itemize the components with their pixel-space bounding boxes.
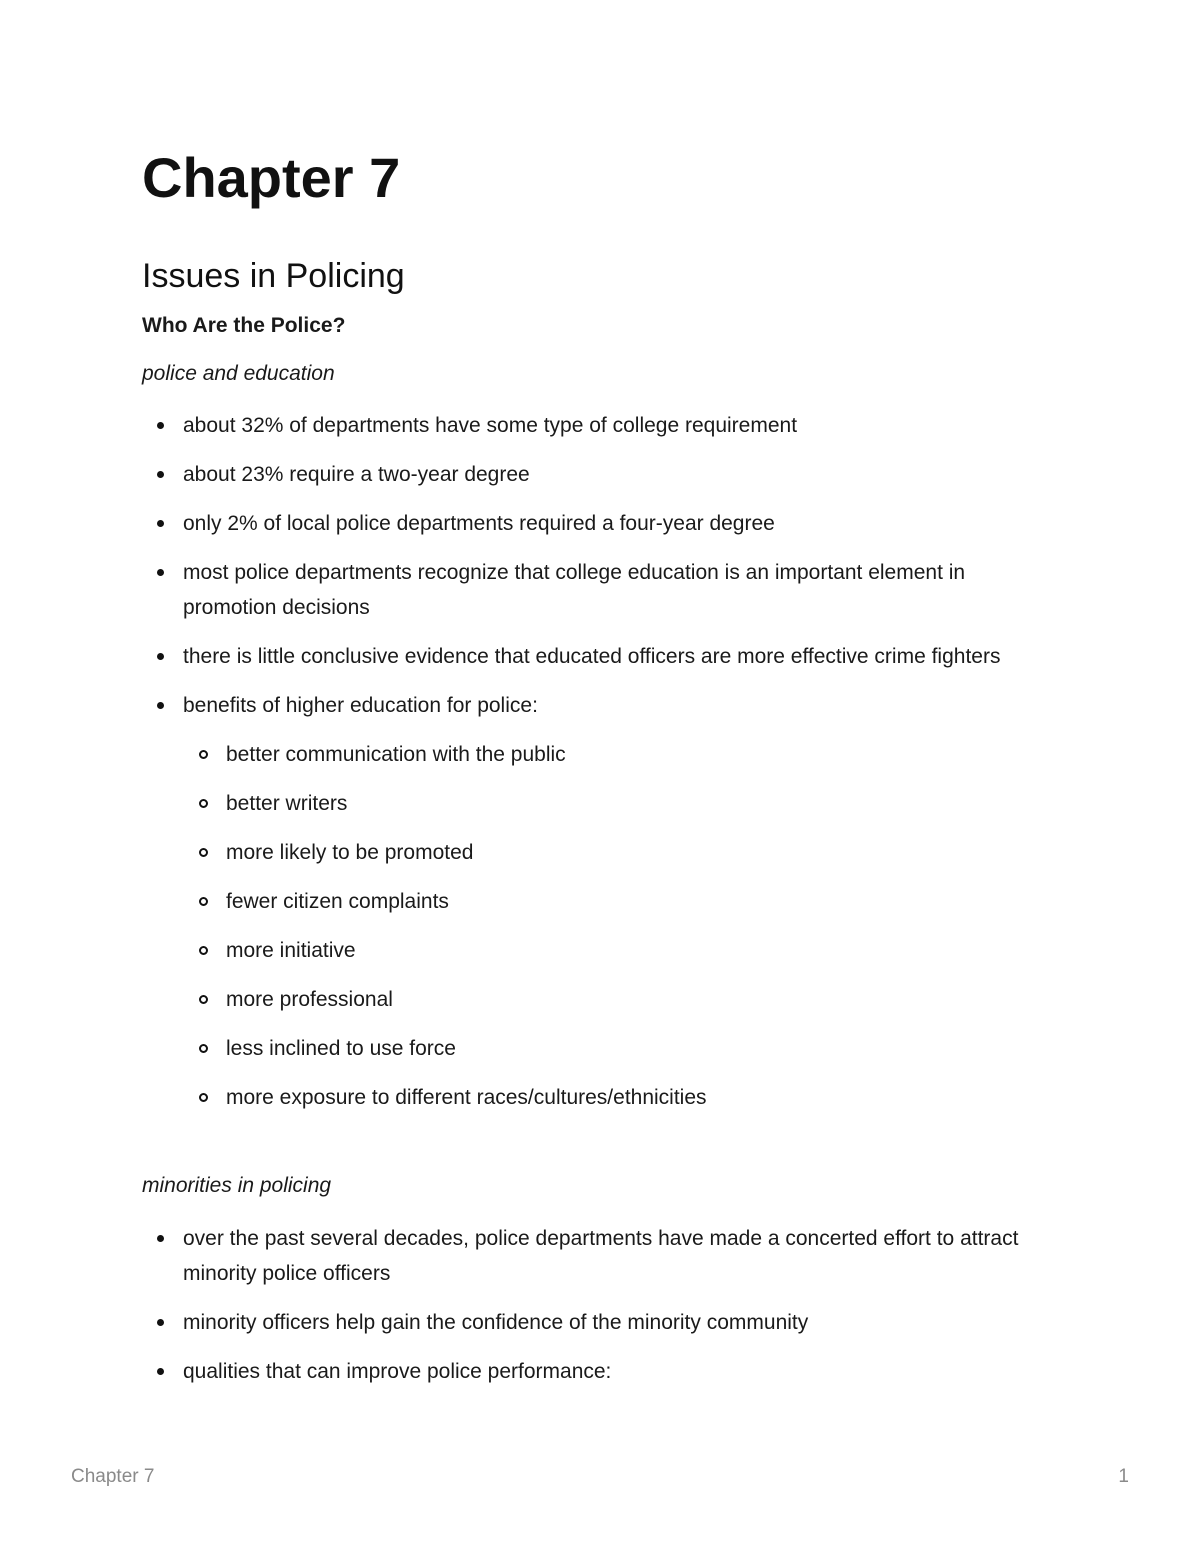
bullet-icon <box>157 422 164 429</box>
bullet-icon <box>157 1368 164 1375</box>
list-item-text: most police departments recognize that college education is an important element in promotion decisions <box>183 561 966 619</box>
sublist-item <box>183 933 1062 968</box>
list-item-text: about 32% of departments have some type of college requirement <box>183 414 798 437</box>
sublist-item-text: more likely to be promoted <box>226 841 474 864</box>
bullet-icon <box>157 653 164 660</box>
sublist-item <box>183 982 1062 1017</box>
hollow-bullet-icon <box>199 1044 208 1053</box>
list-item <box>142 506 1062 541</box>
subheading: Who Are the Police? <box>142 314 346 337</box>
list-item <box>142 1221 1062 1291</box>
list-item-text: there is little conclusive evidence that educated officers are more effective crime fighters <box>183 645 1001 668</box>
list-item <box>142 457 1062 492</box>
hollow-bullet-icon <box>199 946 208 955</box>
footer-chapter-label: Chapter 7 <box>71 1466 155 1487</box>
list-item-text: benefits of higher education for police: <box>183 694 538 717</box>
sublist-item-text: more initiative <box>226 939 356 962</box>
sublist-item <box>183 1080 1062 1115</box>
sublist-item <box>183 786 1062 821</box>
bullet-icon <box>157 471 164 478</box>
hollow-bullet-icon <box>199 750 208 759</box>
sublist-item <box>183 835 1062 870</box>
hollow-bullet-icon <box>199 1093 208 1102</box>
sublist-item-text: better communication with the public <box>226 743 566 766</box>
hollow-bullet-icon <box>199 897 208 906</box>
topic-label-education: police and education <box>142 362 335 385</box>
list-item <box>142 555 1062 625</box>
list-item-text: minority officers help gain the confidence of the minority community <box>183 1311 809 1334</box>
hollow-bullet-icon <box>199 848 208 857</box>
sublist-item <box>183 737 1062 772</box>
hollow-bullet-icon <box>199 995 208 1004</box>
list-item <box>142 408 1062 443</box>
topic-label-minorities: minorities in policing <box>142 1174 332 1197</box>
list-item <box>142 1354 1062 1389</box>
sublist-item-text: better writers <box>226 792 348 815</box>
page-title: Chapter 7 <box>142 146 401 209</box>
bullet-icon <box>157 702 164 709</box>
sublist-item <box>183 1031 1062 1066</box>
list-item-text: over the past several decades, police departments have made a concerted effort to attract minority police officers <box>183 1227 1019 1285</box>
sublist-item-text: less inclined to use force <box>226 1037 456 1060</box>
sublist-item-text: more exposure to different races/cultures/ethnicities <box>226 1086 707 1109</box>
list-item <box>142 688 1062 1115</box>
list-item-text: only 2% of local police departments required a four-year degree <box>183 512 775 535</box>
list-item <box>142 1305 1062 1340</box>
sublist-item-text: fewer citizen complaints <box>226 890 449 913</box>
section-heading: Issues in Policing <box>142 257 405 295</box>
education-list <box>142 408 1062 1129</box>
list-item <box>142 639 1062 674</box>
minorities-list <box>142 1221 1062 1403</box>
bullet-icon <box>157 520 164 527</box>
list-item-text: about 23% require a two-year degree <box>183 463 530 486</box>
sublist-item <box>183 884 1062 919</box>
bullet-icon <box>157 569 164 576</box>
benefits-sublist <box>183 737 1062 1115</box>
bullet-icon <box>157 1235 164 1242</box>
hollow-bullet-icon <box>199 799 208 808</box>
sublist-item-text: more professional <box>226 988 393 1011</box>
bullet-icon <box>157 1319 164 1326</box>
page-number: 1 <box>1118 1466 1129 1487</box>
list-item-text: qualities that can improve police performance: <box>183 1360 612 1383</box>
